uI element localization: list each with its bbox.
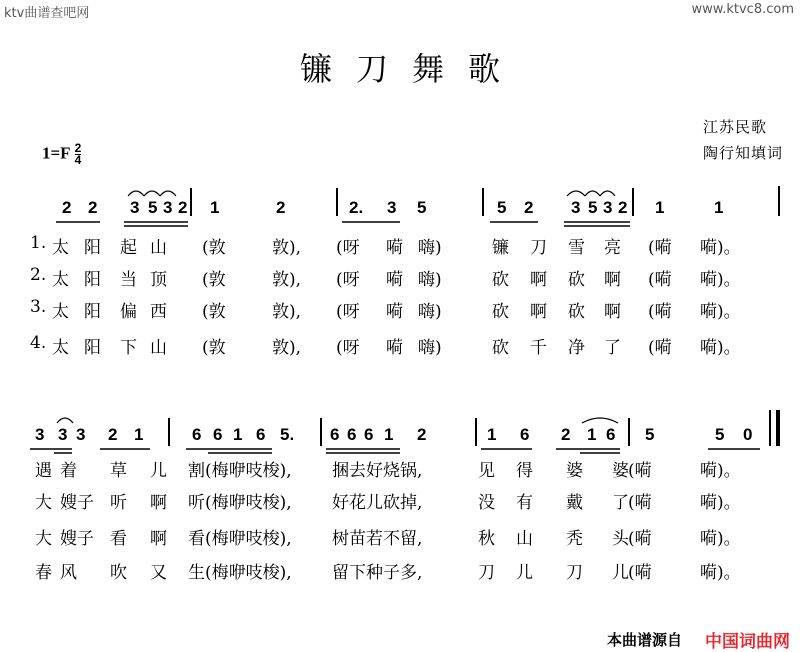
lyric-syllable: 砍 [568,302,585,322]
lyric-syllable: (嗬 [648,338,672,358]
lyric-syllable: 大 [35,529,52,549]
lyric-syllable: 见 [478,461,495,481]
lyric-syllable: 太 [52,302,69,322]
lyric-syllable: 春 [35,563,52,583]
lyric-syllable: 没 [478,493,495,513]
watermark-right: www.ktvc8.com [691,2,794,17]
lyric-syllable: 嗬)。 [700,461,741,481]
lyric-syllable: 3. [30,297,47,317]
lyric-syllable: 阳 [84,238,101,258]
lyric-syllable: 偏 [120,302,137,322]
barline [769,410,771,446]
lyric-syllable: 儿 [150,461,167,481]
lyric-syllable: 嫂子 [60,529,94,549]
lyric-syllable: 阳 [84,270,101,290]
lyric-syllable: (嗬 [648,270,672,290]
note: 2 [618,198,628,217]
lyric-syllable: (敦 [202,338,226,358]
lyric-syllable: 嗬 [386,302,403,322]
lyric-syllable: 砍 [492,302,509,322]
lyric-syllable: 捆去好烧锅, [332,461,423,481]
lyric-syllable: 儿 [516,563,533,583]
note: 6 [347,425,357,444]
lyric-syllable: 嗨) [418,338,442,358]
note: 2 [62,198,72,217]
lyric-syllable: 嗨) [418,302,442,322]
lyric-syllable: 嗬 [386,270,403,290]
note: 6 [520,425,530,444]
lyric-syllable: 秃 [566,529,583,549]
lyric-syllable: (嗬 [648,302,672,322]
lyric-syllable: 镰 [492,238,509,258]
slur [128,191,144,196]
note: 5 [715,425,725,444]
note: 6 [606,425,616,444]
note: 3 [35,425,45,444]
lyric-syllable: (嗬 [628,563,652,583]
note: 5 [645,425,655,444]
note: 5 [497,198,507,217]
lyric-syllable: (嗬 [628,529,652,549]
lyric-syllable: 嫂子 [60,493,94,513]
lyric-syllable: 儿 [612,563,629,583]
lyric-syllable: 生(梅咿吱梭), [188,563,292,583]
source-site: 中国词曲网 [705,632,790,652]
lyric-syllable: (呀 [336,238,360,258]
note: 2 [88,198,98,217]
lyric-syllable: 嗬)。 [700,302,741,322]
note: 2 [178,198,188,217]
lyric-syllable: 婆 [612,461,629,481]
note: 6 [364,425,374,444]
note: 1 [134,425,144,444]
lyric-syllable: (嗬 [628,493,652,513]
barline [475,418,477,446]
lyric-syllable: 听 [110,493,127,513]
lyric-syllable: 千 [530,338,547,358]
lyric-syllable: 树苗若不留, [332,529,423,549]
note: 6 [213,425,223,444]
note: 2 [276,198,286,217]
key-label: 1=F [42,143,71,163]
lyric-syllable: 嗨) [418,270,442,290]
note: 3 [76,425,86,444]
slur [144,191,160,196]
slur [160,191,176,196]
origin-credit: 江苏民歌 [703,118,768,136]
lyric-syllable: 了 [612,493,629,513]
lyric-syllable: (嗬 [628,461,652,481]
lyric-syllable: 得 [516,461,533,481]
lyric-syllable: 1. [30,233,47,253]
lyricist-credit: 陶行知填词 [703,144,784,162]
lyric-syllable: 敦), [272,338,302,358]
barline [628,418,630,446]
lyric-syllable: 吹 [110,563,127,583]
lyric-syllable: (呀 [336,338,360,358]
lyric-syllable: 阳 [84,338,101,358]
lyric-syllable: 山 [150,238,167,258]
lyric-syllable: 看(梅咿吱梭), [188,529,292,549]
note: 6 [192,425,202,444]
note: 2 [417,425,427,444]
lyric-syllable: 秋 [478,529,495,549]
barline [168,418,170,446]
lyric-syllable: 太 [52,270,69,290]
lyric-syllable: 嗬 [386,338,403,358]
time-num: 2 [74,141,82,155]
lyric-syllable: 嗬)。 [700,270,741,290]
lyric-syllable: 啊 [604,302,621,322]
lyric-syllable: 嗬)。 [700,238,741,258]
note: 1 [714,198,724,217]
note: 5 [148,198,158,217]
key-signature [42,143,81,166]
lyric-syllable: 大 [35,493,52,513]
lyric-syllable: 敦), [272,238,302,258]
slur [600,191,615,196]
lyric-syllable: 刀 [566,563,583,583]
slur [567,191,585,196]
lyric-syllable: 听(梅咿吱梭), [188,493,292,513]
note: 5 [417,198,427,217]
note: 1 [233,425,243,444]
lyric-syllable: 风 [60,563,77,583]
note: 1 [384,425,394,444]
lyric-syllable: 阳 [84,302,101,322]
lyric-syllable: 2. [30,265,47,285]
barline [336,188,338,216]
lyric-syllable: 嗨) [418,238,442,258]
lyric-syllable: 顶 [150,270,167,290]
lyric-syllable: (敦 [202,238,226,258]
barline [482,188,484,216]
lyric-syllable: 山 [516,529,533,549]
lyric-syllable: 太 [52,338,69,358]
slur [582,418,618,423]
lyric-syllable: 嗬)。 [700,338,741,358]
barline [320,418,322,446]
lyric-syllable: 太 [52,238,69,258]
lyric-syllable: 砍 [492,338,509,358]
lyric-syllable: 敦), [272,302,302,322]
note: 3 [387,198,397,217]
note: 1 [210,198,220,217]
note: 1 [587,425,597,444]
lyric-syllable: 啊 [530,302,547,322]
lyric-syllable: 敦), [272,270,302,290]
final-barline [776,410,780,446]
lyric-syllable: 啊 [150,493,167,513]
lyric-syllable: 啊 [604,270,621,290]
source-prefix: 本曲谱源自 [606,631,682,649]
lyric-syllable: 嗬)。 [700,563,741,583]
lyric-syllable: 西 [150,302,167,322]
lyric-syllable: 啊 [530,270,547,290]
lyric-syllable: 亮 [604,238,621,258]
lyric-syllable: 啊 [150,529,167,549]
note: 2. [349,198,364,217]
lyric-syllable: (呀 [336,302,360,322]
lyric-syllable: (呀 [336,270,360,290]
slur [57,418,73,423]
lyric-syllable: 山 [150,338,167,358]
note: 3 [130,198,140,217]
lyric-syllable: 有 [516,493,533,513]
note: 3 [603,198,613,217]
lyric-syllable: 嗬)。 [700,493,741,513]
note: 6 [256,425,266,444]
lyric-syllable: 嗬)。 [700,529,741,549]
note: 0 [743,425,753,444]
lyric-syllable: 砍 [492,270,509,290]
song-title: 镰刀舞歌 [299,50,524,88]
lyric-syllable: 留下种子多, [332,563,423,583]
lyric-syllable: 遇 [35,461,52,481]
time-den: 4 [74,153,82,167]
lyric-syllable: 好花儿砍掉, [332,493,423,513]
lyric-syllable: 雪 [568,238,585,258]
lyric-syllable: (敦 [202,270,226,290]
barline [632,188,634,216]
note: 5 [588,198,598,217]
lyric-syllable: 嗬 [386,238,403,258]
note: 3 [571,198,581,217]
lyric-syllable: 着 [60,461,77,481]
watermark-left: ktv曲谱查吧网 [4,6,90,21]
lyric-syllable: 下 [120,338,137,358]
note: 2 [108,425,118,444]
note: 1 [655,198,665,217]
lyric-syllable: 刀 [478,563,495,583]
note: 3 [58,425,68,444]
note: 5. [280,425,295,444]
note: 6 [330,425,340,444]
lyric-syllable: 当 [120,270,137,290]
barline [778,186,780,216]
slur [585,191,600,196]
time-signature [75,143,82,166]
lyric-syllable: (敦 [202,302,226,322]
lyric-syllable: 了 [604,338,621,358]
lyric-syllable: 净 [568,338,585,358]
lyric-syllable: 又 [150,563,167,583]
lyric-syllable: 割(梅咿吱梭), [188,461,292,481]
lyric-syllable: 看 [110,529,127,549]
lyric-syllable: 头 [612,529,629,549]
note: 2 [561,425,571,444]
note: 3 [163,198,173,217]
lyric-syllable: 戴 [566,493,583,513]
lyric-syllable: 草 [110,461,127,481]
lyric-syllable: 刀 [530,238,547,258]
lyric-syllable: (嗬 [648,238,672,258]
note: 2 [524,198,534,217]
lyric-syllable: 4. [30,333,47,353]
lyric-syllable: 起 [120,238,137,258]
lyric-syllable: 婆 [566,461,583,481]
barline [190,188,192,216]
note: 1 [487,425,497,444]
lyric-syllable: 砍 [568,270,585,290]
